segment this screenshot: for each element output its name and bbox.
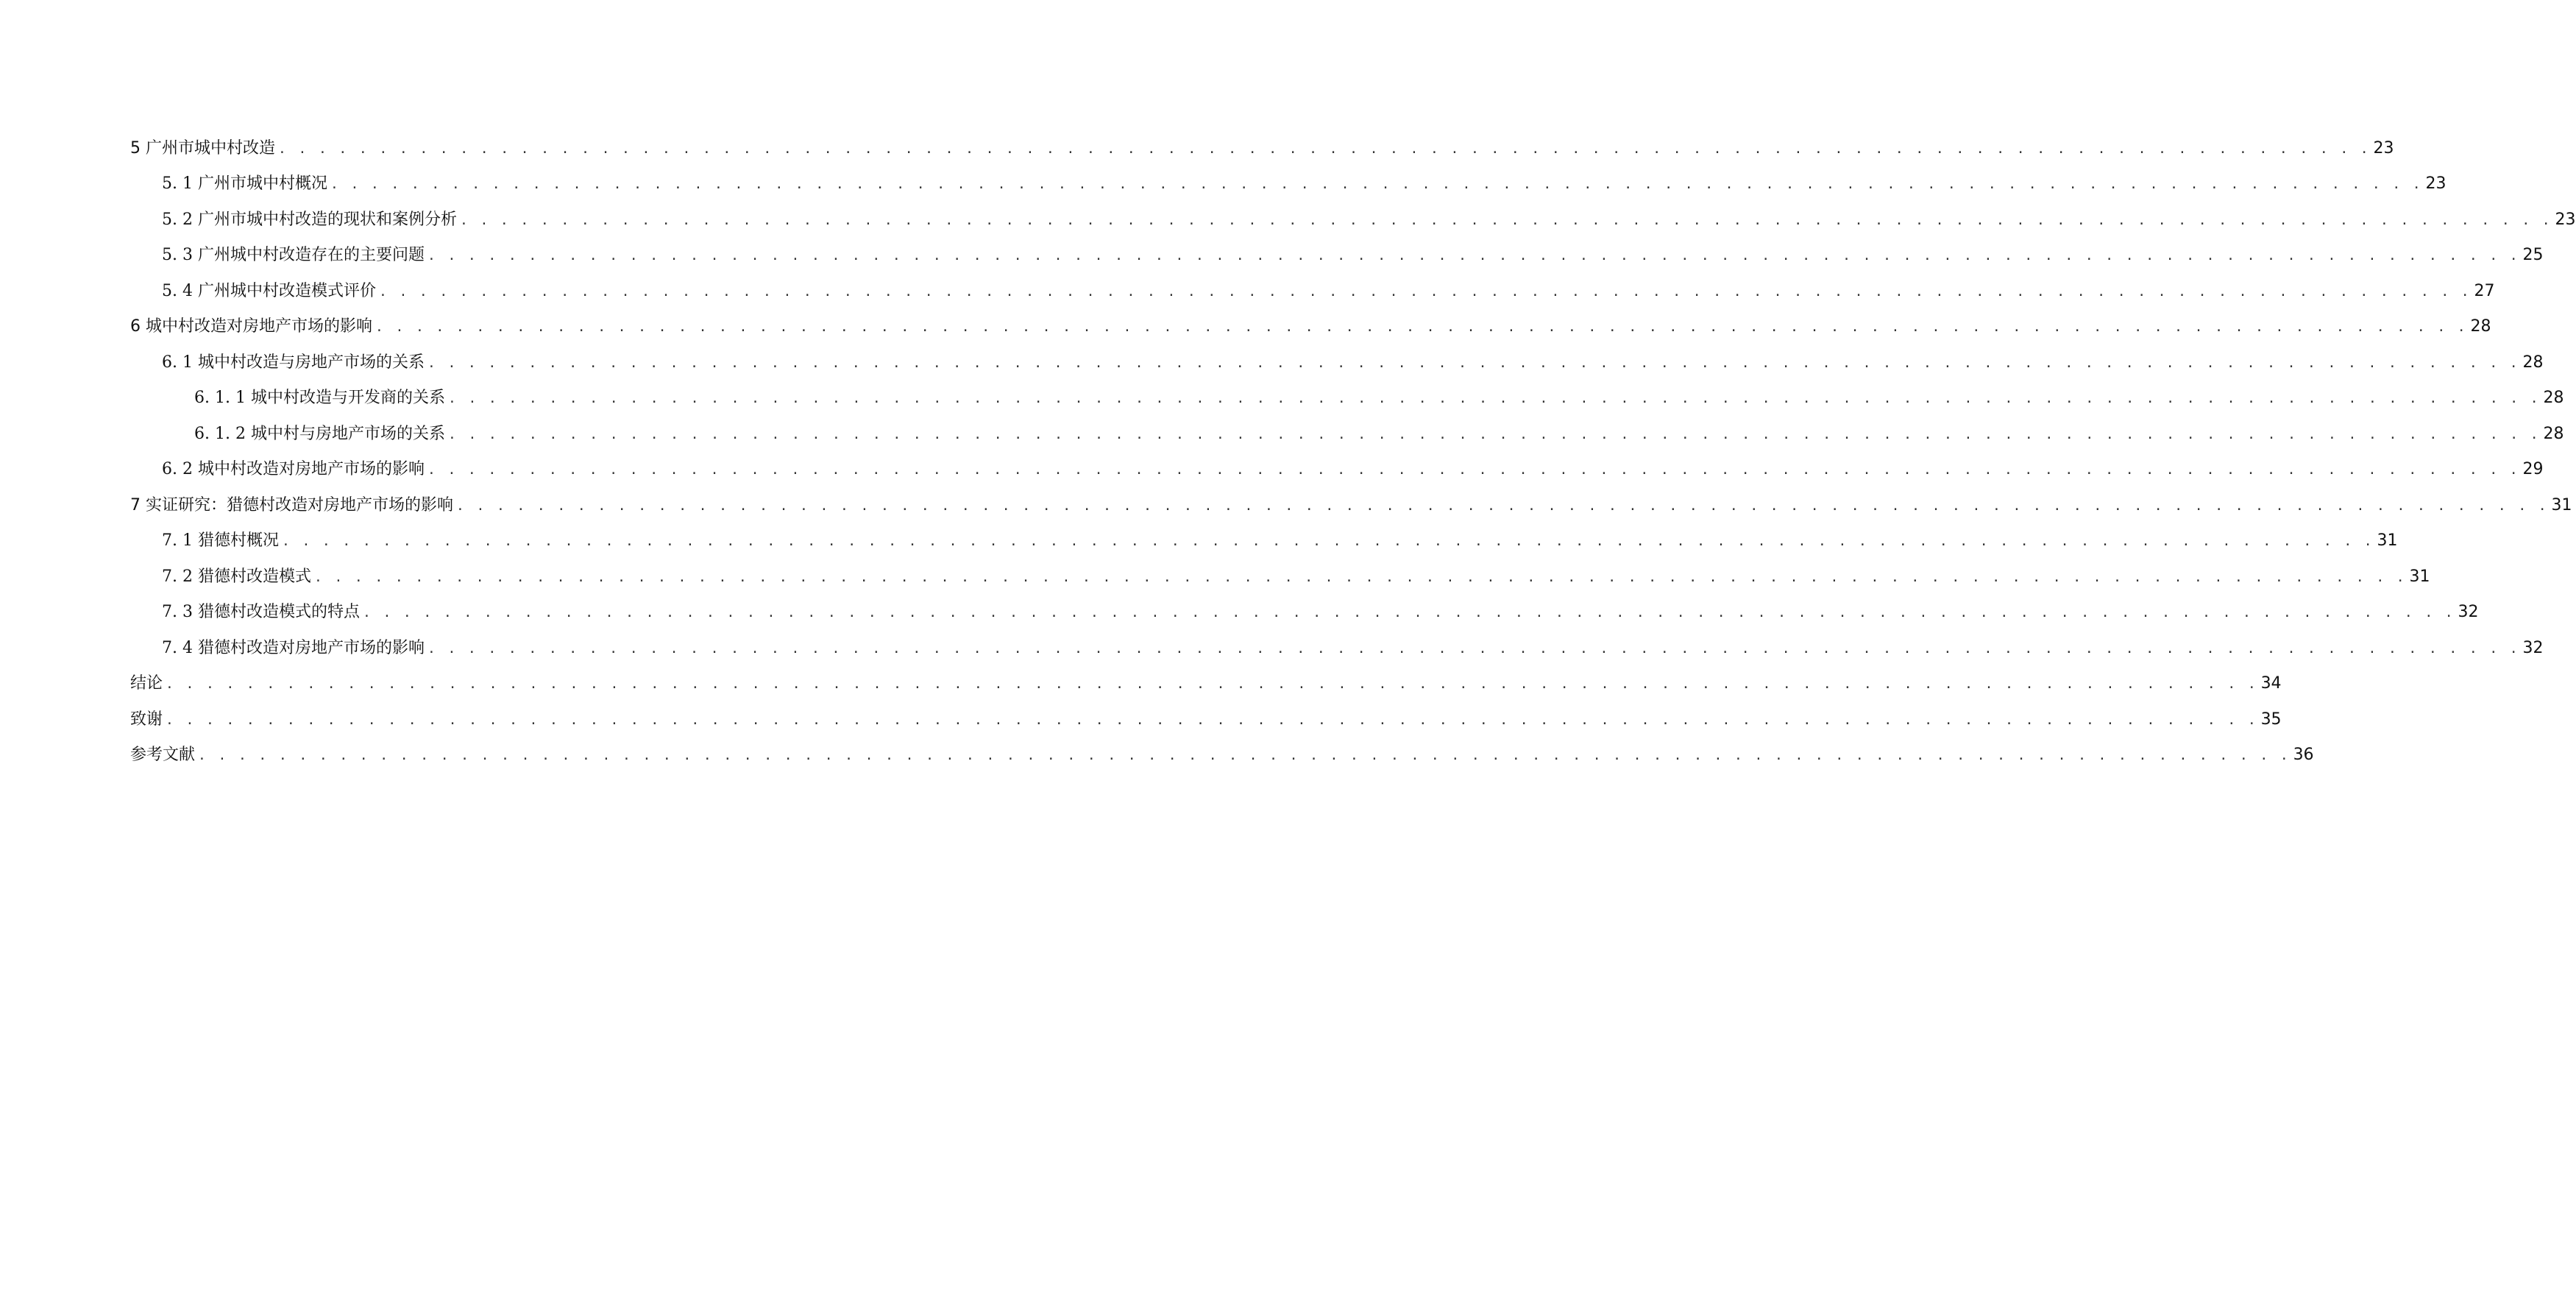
toc-entry[interactable] (162, 599, 2479, 626)
toc-entry[interactable] (130, 314, 2491, 340)
toc-entry[interactable] (194, 385, 2564, 411)
toc-dot-leader: . . . . . . . . . . . . . . . . . . . . . . . . . . . . . . . . . . . . . . . . . . . . . . . . . . . . . . . . . . . . . . . . . . . . . . . . . . . . . . . . . . . . . . . . . . . . . . . . . . . . . . . . (447, 427, 2541, 442)
toc-entry[interactable] (130, 742, 2314, 768)
toc-entry-title: 参考文献 (130, 746, 196, 764)
toc-entry-title: 7. 1 猎德村概况 (162, 531, 279, 550)
toc-entry[interactable] (130, 135, 2394, 162)
toc-entry[interactable] (162, 278, 2495, 305)
toc-page-number: 28 (2522, 353, 2544, 372)
toc-page-number: 27 (2474, 282, 2495, 300)
toc-entry-title: 6. 2 城中村改造对房地产市场的影响 (162, 460, 425, 478)
toc-entry-title: 7 实证研究：猎德村改造对房地产市场的影响 (130, 496, 453, 514)
toc-entry[interactable] (162, 635, 2544, 662)
toc-entry[interactable] (162, 564, 2430, 590)
toc-page-number: 23 (2373, 139, 2394, 158)
toc-entry-title: 7. 2 猎德村改造模式 (162, 567, 311, 586)
toc-page-number: 28 (2470, 317, 2491, 336)
toc-dot-leader: . . . . . . . . . . . . . . . . . . . . . . . . . . . . . . . . . . . . . . . . . . . . . . . . . . . . . . . . . . . . . . . . . . . . . . . . . . . . . . . . . . . . . . . . . . . . . . . . . . . . . . . . (427, 641, 2520, 657)
toc-dot-leader: . . . . . . . . . . . . . . . . . . . . . . . . . . . . . . . . . . . . . . . . . . . . . . . . . . . . . . . . . . . . . . . . . . . . . . . . . . . . . . . . . . . . . . . . . . . . . . . . . . . . . . . . (427, 248, 2520, 263)
toc-page-number: 35 (2260, 710, 2282, 729)
toc-entry-title: 5. 4 广州城中村改造模式评价 (162, 282, 376, 300)
toc-page-number: 31 (2551, 496, 2572, 514)
toc-entry-title: 5. 3 广州城中村改造存在的主要问题 (162, 246, 425, 264)
toc-page-number: 34 (2260, 674, 2282, 693)
toc-entry[interactable] (162, 528, 2398, 554)
toc-entry[interactable] (130, 492, 2572, 519)
toc-entry[interactable] (162, 456, 2544, 483)
toc-page-number: 32 (2458, 603, 2479, 621)
toc-page-number: 23 (2425, 174, 2447, 193)
toc-entry[interactable] (162, 207, 2576, 233)
toc-page-number: 32 (2522, 639, 2544, 657)
toc-entry[interactable] (162, 350, 2544, 376)
toc-entry[interactable] (130, 707, 2282, 733)
toc-dot-leader: . . . . . . . . . . . . . . . . . . . . . . . . . . . . . . . . . . . . . . . . . . . . . . . . . . . . . . . . . . . . . . . . . . . . . . . . . . . . . . . . . . . . . . . . . . . . . . . . . . . . . . . . (427, 462, 2520, 478)
toc-page-number: 25 (2522, 246, 2544, 264)
toc-entry[interactable] (162, 242, 2544, 269)
toc-dot-leader: . . . . . . . . . . . . . . . . . . . . . . . . . . . . . . . . . . . . . . . . . . . . . . . . . . . . . . . . . . . . . . . . . . . . . . . . . . . . . . . . . . . . . . . . . . . . . . . . . . . . . . . . (427, 356, 2520, 371)
toc-dot-leader: . . . . . . . . . . . . . . . . . . . . . . . . . . . . . . . . . . . . . . . . . . . . . . . . . . . . . . . . . . . . . . . . . . . . . . . . . . . . . . . . . . . . . . . . . . . . . . . . . . . . . . . . (166, 712, 2258, 728)
toc-dot-leader: . . . . . . . . . . . . . . . . . . . . . . . . . . . . . . . . . . . . . . . . . . . . . . . . . . . . . . . . . . . . . . . . . . . . . . . . . . . . . . . . . . . . . . . . . . . . . . . . . . . . . . . . (166, 676, 2258, 692)
toc-dot-leader: . . . . . . . . . . . . . . . . . . . . . . . . . . . . . . . . . . . . . . . . . . . . . . . . . . . . . . . . . . . . . . . . . . . . . . . . . . . . . . . . . . . . . . . . . . . . . . . . . . . . . . . . (330, 177, 2423, 192)
toc-page-number: 28 (2543, 389, 2564, 407)
toc-entry-title: 6 城中村改造对房地产市场的影响 (130, 317, 372, 336)
toc-entry-title: 6. 1. 1 城中村改造与开发商的关系 (194, 389, 445, 407)
toc-entry-title: 7. 3 猎德村改造模式的特点 (162, 603, 360, 621)
toc-page-number: 36 (2293, 746, 2314, 764)
toc-dot-leader: . . . . . . . . . . . . . . . . . . . . . . . . . . . . . . . . . . . . . . . . . . . . . . . . . . . . . . . . . . . . . . . . . . . . . . . . . . . . . . . . . . . . . . . . . . . . . . . . . . . . . . . . (278, 141, 2371, 157)
toc-entry-title: 结论 (130, 674, 163, 693)
toc-dot-leader: . . . . . . . . . . . . . . . . . . . . . . . . . . . . . . . . . . . . . . . . . . . . . . . . . . . . . . . . . . . . . . . . . . . . . . . . . . . . . . . . . . . . . . . . . . . . . . . . . . . . . . . . (447, 391, 2541, 406)
toc-dot-leader: . . . . . . . . . . . . . . . . . . . . . . . . . . . . . . . . . . . . . . . . . . . . . . . . . . . . . . . . . . . . . . . . . . . . . . . . . . . . . . . . . . . . . . . . . . . . . . . . . . . . . . . . (456, 498, 2549, 514)
toc-dot-leader: . . . . . . . . . . . . . . . . . . . . . . . . . . . . . . . . . . . . . . . . . . . . . . . . . . . . . . . . . . . . . . . . . . . . . . . . . . . . . . . . . . . . . . . . . . . . . . . . . . . . . . . . (378, 284, 2472, 300)
toc-entry[interactable] (130, 671, 2282, 697)
toc-entry-title: 5. 1 广州市城中村概况 (162, 174, 327, 193)
toc-entry-title: 6. 1 城中村改造与房地产市场的关系 (162, 353, 425, 372)
toc-page-number: 31 (2409, 567, 2430, 586)
toc-page-number: 29 (2522, 460, 2544, 478)
toc-entry-title: 5. 2 广州市城中村改造的现状和案例分析 (162, 211, 457, 229)
toc-dot-leader: . . . . . . . . . . . . . . . . . . . . . . . . . . . . . . . . . . . . . . . . . . . . . . . . . . . . . . . . . . . . . . . . . . . . . . . . . . . . . . . . . . . . . . . . . . . . . . . . . . . . . . . . (375, 319, 2468, 335)
toc-dot-leader: . . . . . . . . . . . . . . . . . . . . . . . . . . . . . . . . . . . . . . . . . . . . . . . . . . . . . . . . . . . . . . . . . . . . . . . . . . . . . . . . . . . . . . . . . . . . . . . . . . . . . . . . (198, 748, 2291, 763)
toc-page-number: 28 (2543, 425, 2564, 443)
toc-dot-leader: . . . . . . . . . . . . . . . . . . . . . . . . . . . . . . . . . . . . . . . . . . . . . . . . . . . . . . . . . . . . . . . . . . . . . . . . . . . . . . . . . . . . . . . . . . . . . . . . . . . . . . . . (362, 605, 2455, 620)
toc-dot-leader: . . . . . . . . . . . . . . . . . . . . . . . . . . . . . . . . . . . . . . . . . . . . . . . . . . . . . . . . . . . . . . . . . . . . . . . . . . . . . . . . . . . . . . . . . . . . . . . . . . . . . . . . (459, 213, 2552, 228)
toc-entry[interactable] (162, 171, 2447, 197)
toc-dot-leader: . . . . . . . . . . . . . . . . . . . . . . . . . . . . . . . . . . . . . . . . . . . . . . . . . . . . . . . . . . . . . . . . . . . . . . . . . . . . . . . . . . . . . . . . . . . . . . . . . . . . . . . . (281, 534, 2374, 549)
toc-entry-title: 7. 4 猎德村改造对房地产市场的影响 (162, 639, 425, 657)
toc-entry-title: 5 广州市城中村改造 (130, 139, 275, 158)
toc-entry-title: 致谢 (130, 710, 163, 729)
toc-entry[interactable] (194, 421, 2564, 448)
toc-entry-title: 6. 1. 2 城中村与房地产市场的关系 (194, 425, 445, 443)
toc-page-number: 31 (2377, 531, 2398, 550)
toc-dot-leader: . . . . . . . . . . . . . . . . . . . . . . . . . . . . . . . . . . . . . . . . . . . . . . . . . . . . . . . . . . . . . . . . . . . . . . . . . . . . . . . . . . . . . . . . . . . . . . . . . . . . . . . . (313, 570, 2407, 585)
toc-page-number: 23 (2555, 211, 2576, 229)
